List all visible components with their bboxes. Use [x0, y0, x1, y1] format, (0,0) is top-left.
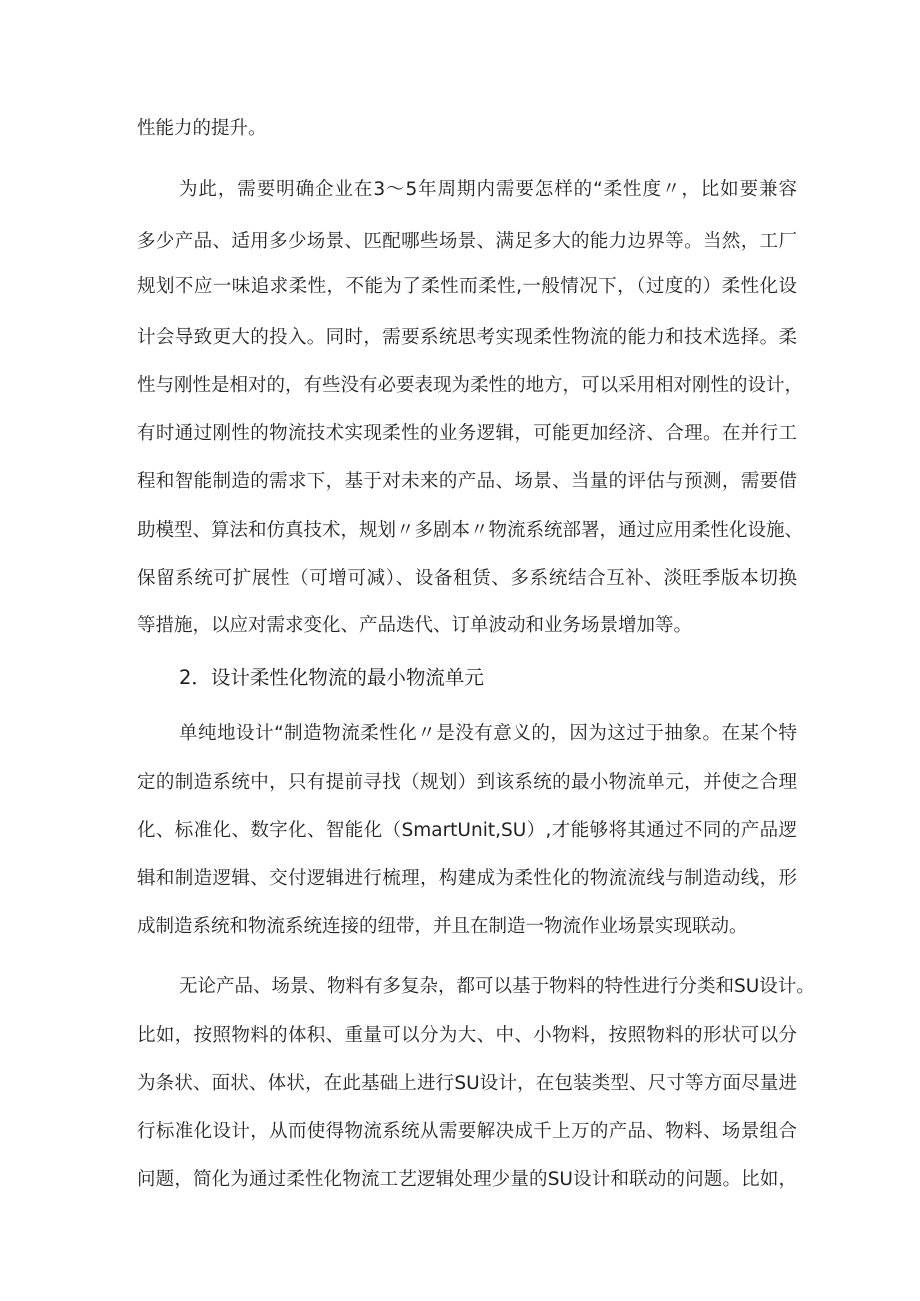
paragraph-line: 为条状、面状、体状，在此基础上进行SU设计，在包装类型、尺寸等方面尽量进 — [137, 1073, 797, 1094]
paragraph-line: 程和智能制造的需求下，基于对未来的产品、场景、当量的评估与预测，需要借 — [137, 471, 797, 492]
paragraph-line: 性能力的提升。 — [137, 118, 267, 139]
paragraph-line: 有时通过刚性的物流技术实现柔性的业务逻辑，可能更加经济、合理。在并行工 — [137, 423, 797, 444]
paragraph-line: 化、标准化、数字化、智能化（SmartUnit,SU）,才能够将其通过不同的产品逻 — [137, 820, 797, 841]
paragraph-line: 等措施，以应对需求变化、产品迭代、订单波动和业务场景增加等。 — [137, 615, 693, 636]
paragraph-line: 助模型、算法和仿真技术，规划〃多剧本〃物流系统部署，通过应用柔性化设施、 — [137, 520, 804, 541]
paragraph-line: 计会导致更大的投入。同时，需要系统思考实现柔性物流的能力和技术选择。柔 — [137, 327, 797, 348]
paragraph-line: 辑和制造逻辑、交付逻辑进行梳理，构建成为柔性化的物流流线与制造动线，形 — [137, 868, 797, 889]
paragraph-line: 性与刚性是相对的，有些没有必要表现为柔性的地方，可以采用相对刚性的设计， — [137, 375, 804, 396]
paragraph-line: 多少产品、适用多少场景、匹配哪些场景、满足多大的能力边界等。当然，工厂 — [137, 231, 797, 252]
paragraph-line: 无论产品、场景、物料有多复杂，都可以基于物料的特性进行分类和SU设计。 — [179, 976, 815, 997]
paragraph-line: 成制造系统和物流系统连接的纽带，并且在制造一物流作业场景实现联动。 — [137, 916, 748, 937]
paragraph-line: 保留系统可扩展性（可增可减）、设备租赁、多系统结合互补、淡旺季版本切换 — [137, 568, 797, 589]
section-heading: 2．设计柔性化物流的最小物流单元 — [179, 666, 484, 689]
paragraph-line: 为此，需要明确企业在3〜5年周期内需要怎样的“柔性度〃，比如要兼容 — [179, 179, 797, 200]
paragraph-line: 定的制造系统中，只有提前寻找（规划）到该系统的最小物流单元，并使之合理 — [137, 772, 797, 793]
paragraph-line: 问题，简化为通过柔性化物流工艺逻辑处理少量的SU设计和联动的问题。比如， — [137, 1169, 797, 1190]
paragraph-line: 比如，按照物料的体积、重量可以分为大、中、小物料，按照物料的形状可以分 — [137, 1025, 797, 1046]
paragraph-line: 行标准化设计，从而使得物流系统从需要解决成千上万的产品、物料、场景组合 — [137, 1121, 797, 1142]
paragraph-line: 规划不应一味追求柔性，不能为了柔性而柔性,一般情况下，（过度的）柔性化设 — [137, 276, 797, 297]
paragraph-line: 单纯地设计“制造物流柔性化〃是没有意义的，因为这过于抽象。在某个特 — [179, 723, 797, 744]
